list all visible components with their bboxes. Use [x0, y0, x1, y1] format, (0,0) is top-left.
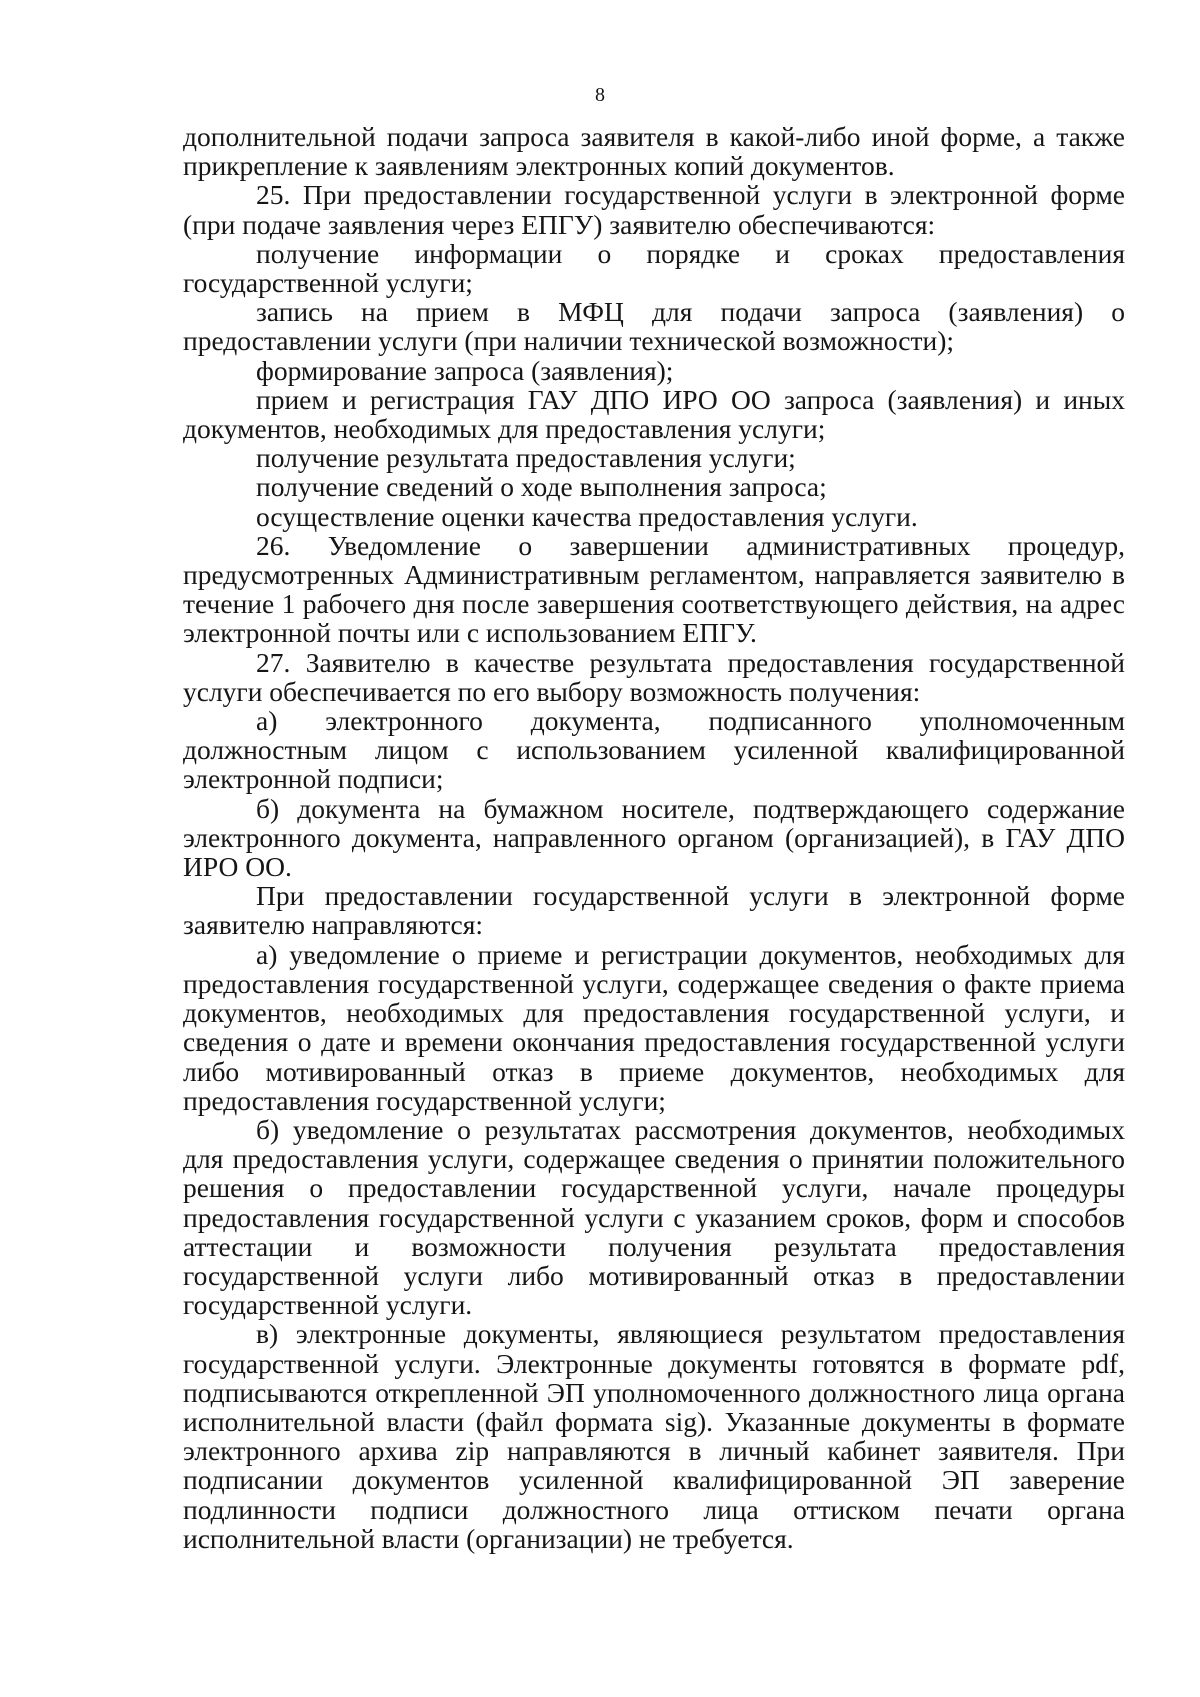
list-item-request-forming: формирование запроса (заявления); — [256, 354, 674, 386]
list-item-status: получение сведений о ходе выполнения запроса; — [256, 471, 827, 503]
list-item-info: получение информации о порядке и сроках предоставления государственной услуги; — [183, 237, 1125, 299]
list-item-result: получение результата предоставления услуги; — [256, 442, 796, 474]
paragraph-electronic-form: При предоставлении государственной услуги в электронной форме заявителю направляются: — [183, 880, 1125, 941]
page-number: 8 — [595, 84, 605, 106]
paragraph-27: 27. Заявителю в качестве результата предоставления государственной услуги обеспечивается по его выбору возможность получения: — [183, 646, 1125, 707]
list-item-mfc-appointment: запись на прием в МФЦ для подачи запроса (заявления) о предоставлении услуги (при наличии технической возможности); — [183, 296, 1125, 357]
paragraph-26: 26. Уведомление о завершении административных процедур, предусмотренных Административным регламентом, направляется заявителю в течение 1 рабочего дня после завершения соответствующего действия, на адрес электронной почты или с использованием ЕПГУ. — [183, 529, 1125, 649]
list-item-registration: прием и регистрация ГАУ ДПО ИРО ОО запроса (заявления) и иных документов, необходимых для предоставления услуги; — [183, 383, 1125, 445]
notice-b: б) уведомление о результатах рассмотрения документов, необходимых для предоставления услуги, содержащее сведения о принятии положительного решения о предоставлении государственной услуги, начале процедуры предоставления государственной услуги с указанием сроков, форм и способов аттестации и возможности получения результата предоставления государственной услуги либо мотивированный отказ в предоставлении государственной услуги. — [183, 1113, 1125, 1321]
paragraph-continuation: дополнительной подачи запроса заявителя в какой-либо иной форме, а также прикрепление к заявлениям электронных копий документов. — [183, 121, 1125, 182]
paragraph-27-a: а) электронного документа, подписанного уполномоченным должностным лицом с использованием усиленной квалифицированной электронной подписи; — [183, 705, 1125, 795]
document-body — [183, 122, 1125, 1553]
notice-c: в) электронные документы, являющиеся результатом предоставления государственной услуги. Электронные документы готовятся в формате pdf, подписываются открепленной ЭП уполномоченного должностного лица органа исполнительной власти (файл формата sig). Указанные документы в формате электронного архива zip направляются в личный кабинет заявителя. При подписании документов усиленной квалифицированной ЭП заверение подлинности подписи должностного лица оттиском печати органа исполнительной власти (организации) не требуется. — [183, 1318, 1125, 1554]
paragraph-27-b: б) документа на бумажном носителе, подтверждающего содержание электронного документа, направленного органом (организацией), в ГАУ ДПО ИРО ОО. — [183, 792, 1125, 883]
list-item-quality: осуществление оценки качества предоставления услуги. — [256, 500, 918, 532]
paragraph-25: 25. При предоставлении государственной услуги в электронной форме (при подаче заявления через ЕПГУ) заявителю обеспечиваются: — [183, 179, 1125, 240]
notice-a: а) уведомление о приеме и регистрации документов, необходимых для предоставления государственной услуги, содержащее сведения о факте приема документов, необходимых для предоставления государственной услуги, и сведения о дате и времени окончания предоставления государственной услуги либо мотивированный отказ в приеме документов, необходимых для предоставления государственной услуги; — [183, 938, 1125, 1116]
